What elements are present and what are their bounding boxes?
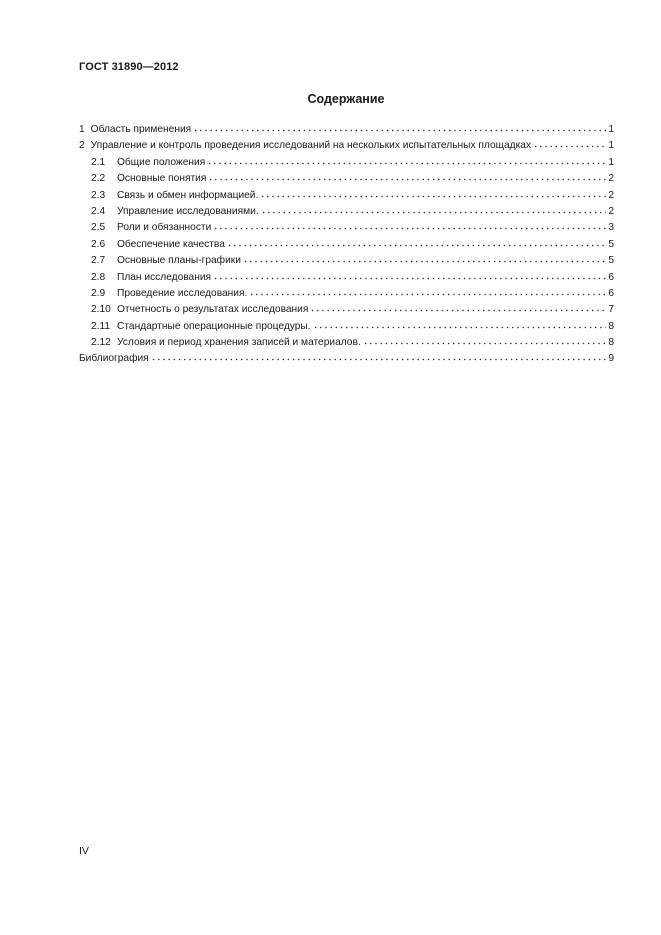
toc-entry-number: 2.10 [91, 304, 111, 316]
toc-entry-page: 2 [608, 173, 614, 185]
toc-entry-title: Отчетность о результатах исследования [117, 304, 309, 316]
toc-entry-title: План исследования [117, 271, 212, 283]
dot-leader [363, 333, 606, 345]
toc-entry-page: 7 [608, 304, 614, 316]
toc-title: Содержание [307, 92, 385, 106]
table-of-contents [79, 120, 614, 366]
toc-entry[interactable] [79, 235, 614, 251]
toc-entry-title: Управление и контроль проведения исследований на нескольких испытательных площадках [90, 140, 532, 152]
toc-entry-page: 1 [608, 140, 614, 152]
toc-entry-page: 3 [608, 222, 614, 234]
toc-entry-number: 2.11 [91, 320, 111, 332]
toc-entry-title: Условия и период хранения записей и материалов. [117, 337, 361, 349]
toc-entry[interactable] [79, 268, 614, 284]
dot-leader [313, 317, 606, 329]
dot-leader [227, 235, 606, 247]
toc-entry[interactable] [79, 120, 614, 136]
toc-entry-title: Проведение исследования. [117, 287, 248, 299]
dot-leader [208, 169, 606, 181]
dot-leader [213, 268, 606, 280]
dot-leader [249, 284, 606, 296]
dot-leader [207, 153, 606, 165]
toc-entry-page: 8 [608, 337, 614, 349]
dot-leader [533, 136, 606, 148]
toc-entry-number: 2 [79, 140, 85, 152]
toc-entry-number: 2.1 [91, 156, 106, 168]
toc-entry-page: 1 [608, 156, 614, 168]
toc-entry[interactable] [79, 333, 614, 349]
dot-leader [261, 202, 606, 214]
toc-entry-title: Связь и обмен информацией. [117, 189, 259, 201]
page-number: IV [79, 845, 89, 857]
dot-leader [151, 349, 606, 361]
toc-entry-title: Общие положения [117, 156, 206, 168]
dot-leader [193, 120, 606, 132]
toc-entry[interactable] [79, 186, 614, 202]
document-code: ГОСТ 31890—2012 [79, 61, 179, 73]
toc-entry-number: 2.12 [91, 337, 111, 349]
toc-entry-title: Обеспечение качества [117, 238, 225, 250]
toc-entry-number: 2.5 [91, 222, 106, 234]
toc-entry-page: 5 [608, 238, 614, 250]
toc-entry-number: 2.7 [91, 255, 106, 267]
toc-entry-page: 9 [608, 353, 614, 365]
toc-entry[interactable] [79, 251, 614, 267]
toc-entry-title: Стандартные операционные процедуры. [117, 320, 311, 332]
toc-entry[interactable] [79, 218, 614, 234]
toc-entry[interactable] [79, 136, 614, 152]
toc-entry-page: 2 [608, 205, 614, 217]
toc-entry[interactable] [79, 153, 614, 169]
toc-entry-page: 6 [608, 271, 614, 283]
toc-entry-title: Управление исследованиями. [117, 205, 259, 217]
toc-entry[interactable] [79, 349, 614, 365]
toc-entry-number: 2.8 [91, 271, 106, 283]
toc-entry-title: Библиография [79, 353, 149, 365]
toc-entry-title: Роли и обязанности [117, 222, 212, 234]
toc-entry[interactable] [79, 284, 614, 300]
toc-entry-page: 8 [608, 320, 614, 332]
dot-leader [213, 218, 606, 230]
dot-leader [260, 186, 606, 198]
toc-entry-title: Основные понятия [117, 173, 207, 185]
toc-entry-number: 2.4 [91, 205, 106, 217]
toc-entry-page: 1 [608, 124, 614, 135]
toc-entry-number: 2.9 [91, 287, 106, 299]
toc-entry-title: Область применения [90, 124, 192, 135]
toc-entry[interactable] [79, 317, 614, 333]
toc-entry-title: Основные планы-графики [117, 255, 241, 267]
toc-entry-page: 2 [608, 189, 614, 201]
toc-entry-page: 6 [608, 287, 614, 299]
toc-entry-page: 5 [608, 255, 614, 267]
toc-entry-number: 2.3 [91, 189, 106, 201]
toc-entry[interactable] [79, 169, 614, 185]
toc-entry-number: 2.6 [91, 238, 106, 250]
toc-entry-number: 1 [79, 124, 85, 135]
dot-leader [310, 300, 606, 312]
toc-entry[interactable] [79, 300, 614, 316]
toc-entry-number: 2.2 [91, 173, 106, 185]
dot-leader [243, 251, 606, 263]
toc-entry[interactable] [79, 202, 614, 218]
